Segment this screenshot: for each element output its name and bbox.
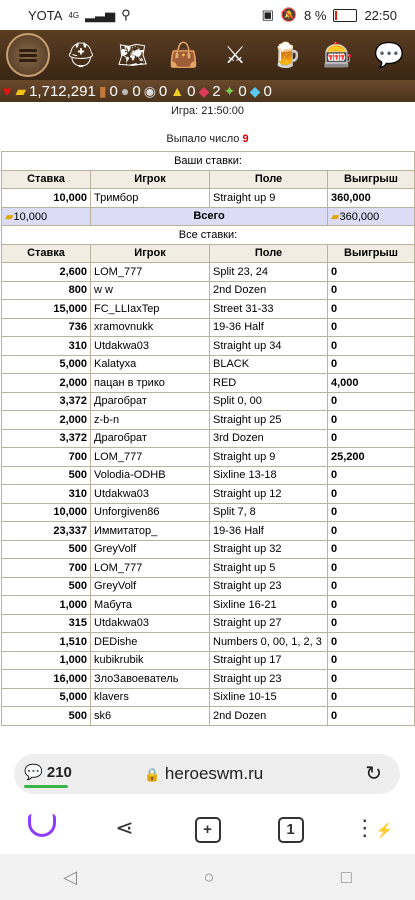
bet-win: 0 xyxy=(328,559,415,578)
result-line xyxy=(0,125,415,151)
bet-field: Straight up 23 xyxy=(210,577,328,596)
alice-assistant-icon[interactable] xyxy=(22,814,62,843)
bet-win: 0 xyxy=(328,577,415,596)
bets-table xyxy=(1,151,415,726)
bet-stake: 500 xyxy=(2,540,91,559)
bet-win: 0 xyxy=(328,429,415,448)
bet-field: Split 23, 24 xyxy=(210,263,328,282)
table-row xyxy=(2,466,415,485)
search-icon: ⚲ xyxy=(121,7,131,22)
result-number: 9 xyxy=(242,133,249,145)
address-bar[interactable] xyxy=(14,754,400,794)
bet-field: Sixline 10-15 xyxy=(210,688,328,707)
bet-field: Straight up 27 xyxy=(210,614,328,633)
bet-win: 4,000 xyxy=(328,374,415,393)
table-row xyxy=(2,411,415,430)
table-row xyxy=(2,688,415,707)
bet-stake: 3,372 xyxy=(2,392,91,411)
ore-amount: 0 xyxy=(132,82,141,100)
table-row xyxy=(2,281,415,300)
bet-win: 0 xyxy=(328,633,415,652)
bet-stake: 1,000 xyxy=(2,651,91,670)
col-player: Игрок xyxy=(91,170,210,189)
more-menu-icon[interactable]: ⋮⚡ xyxy=(353,815,394,840)
bet-player[interactable]: Мабута xyxy=(91,596,210,615)
game-info xyxy=(0,102,415,151)
battery-icon xyxy=(333,9,357,22)
bet-stake: 700 xyxy=(2,448,91,467)
my-bets-title-row xyxy=(2,152,415,171)
table-row xyxy=(2,429,415,448)
total-win: 360,000 xyxy=(339,210,380,223)
table-row xyxy=(2,374,415,393)
table-row xyxy=(2,596,415,615)
bet-stake: 500 xyxy=(2,707,91,726)
table-row xyxy=(2,355,415,374)
chat-count: 210 xyxy=(46,764,72,781)
gold-icon: ▰ xyxy=(15,82,27,99)
bet-field: Straight up 32 xyxy=(210,540,328,559)
reload-icon[interactable]: ↻ xyxy=(365,763,382,785)
bet-win: 0 xyxy=(328,614,415,633)
table-row xyxy=(2,670,415,689)
bet-player[interactable]: z-b-n xyxy=(91,411,210,430)
bet-stake: 1,000 xyxy=(2,596,91,615)
bet-player[interactable]: Volodia-ODHB xyxy=(91,466,210,485)
total-stake: 10,000 xyxy=(13,210,48,223)
col-field: Поле xyxy=(210,170,328,189)
table-row xyxy=(2,503,415,522)
knight-helmet-icon[interactable]: ⛑ xyxy=(65,41,97,69)
bet-player[interactable]: пацан в трико xyxy=(91,374,210,393)
table-row xyxy=(2,633,415,652)
bet-stake: 315 xyxy=(2,614,91,633)
table-row xyxy=(2,392,415,411)
sulfur-icon: ▲ xyxy=(170,83,185,99)
bet-player[interactable]: LOM_777 xyxy=(91,559,210,578)
bet-field: 2nd Dozen xyxy=(210,707,328,726)
bet-player[interactable]: FC_LLIaxTep xyxy=(91,300,210,319)
bet-field: Split 7, 8 xyxy=(210,503,328,522)
col-stake: Ставка xyxy=(2,244,91,263)
my-bet-win: 360,000 xyxy=(328,189,415,208)
url-display[interactable] xyxy=(144,764,263,784)
bag-icon[interactable]: 👜 xyxy=(168,41,199,69)
bet-stake: 3,372 xyxy=(2,429,91,448)
my-bets-header xyxy=(2,170,415,189)
bet-player[interactable]: Utdakwa03 xyxy=(91,337,210,356)
col-stake: Ставка xyxy=(2,170,91,189)
my-bets-title: Ваши ставки: xyxy=(2,152,415,171)
status-bar xyxy=(0,0,415,30)
mercury-icon: ◉ xyxy=(143,82,156,99)
total-label: Всего xyxy=(91,207,328,226)
chat-counter[interactable] xyxy=(24,763,72,781)
bet-stake: 310 xyxy=(2,485,91,504)
all-bets-title-row xyxy=(2,226,415,245)
bet-player[interactable]: Драгобрат xyxy=(91,429,210,448)
total-win-cell xyxy=(328,207,415,226)
bet-field: 19-36 Half xyxy=(210,522,328,541)
bet-field: Numbers 0, 00, 1, 2, 3 xyxy=(210,633,328,652)
game-time: Игра: 21:50:00 xyxy=(170,105,245,117)
back-icon[interactable]: ◁ xyxy=(63,866,78,887)
gold-icon: ▰ xyxy=(331,210,340,223)
tabs-count: 1 xyxy=(278,817,304,843)
bet-field: BLACK xyxy=(210,355,328,374)
result-label: Выпало число xyxy=(166,133,240,145)
bet-player[interactable]: GreyVolf xyxy=(91,577,210,596)
bet-win: 0 xyxy=(328,466,415,485)
gems-icon: ✦ xyxy=(223,82,236,99)
col-win: Выигрыш xyxy=(328,170,415,189)
col-win: Выигрыш xyxy=(328,244,415,263)
menu-icon[interactable] xyxy=(6,33,50,77)
diamond-icon: ◆ xyxy=(249,82,261,99)
bet-field: 2nd Dozen xyxy=(210,281,328,300)
bet-player[interactable]: LOM_777 xyxy=(91,263,210,282)
chat-bubble-icon[interactable]: 💬 xyxy=(374,41,405,69)
table-row xyxy=(2,651,415,670)
my-total-row xyxy=(2,207,415,226)
table-row xyxy=(2,300,415,319)
bet-player[interactable]: Драгобрат xyxy=(91,392,210,411)
signal-icon: 4G xyxy=(68,10,80,20)
ore-icon: ● xyxy=(120,83,130,99)
table-row xyxy=(2,448,415,467)
bet-player[interactable]: Unforgiven86 xyxy=(91,503,210,522)
chat-progress xyxy=(24,785,68,788)
bet-field: Straight up 23 xyxy=(210,670,328,689)
bet-player[interactable]: sk6 xyxy=(91,707,210,726)
bet-win: 0 xyxy=(328,263,415,282)
bet-field: Straight up 5 xyxy=(210,559,328,578)
battle-swords-icon[interactable]: ⚔ xyxy=(224,41,246,69)
total-stake-cell xyxy=(2,207,91,226)
bet-stake: 800 xyxy=(2,281,91,300)
all-bets-title: Все ставки: xyxy=(2,226,415,245)
my-bet-stake: 10,000 xyxy=(2,189,91,208)
tavern-mug-icon[interactable]: 🍺 xyxy=(271,41,302,69)
bet-player[interactable]: Utdakwa03 xyxy=(91,614,210,633)
bet-player[interactable]: ЗлоЗавоеватель xyxy=(91,670,210,689)
bet-field: Straight up 34 xyxy=(210,337,328,356)
bet-win: 0 xyxy=(328,300,415,319)
my-bet-field: Straight up 9 xyxy=(210,189,328,208)
bet-win: 0 xyxy=(328,503,415,522)
map-scroll-icon[interactable]: 🗺 xyxy=(117,41,148,69)
clock: 22:50 xyxy=(364,7,397,23)
bet-field: Straight up 9 xyxy=(210,448,328,467)
roulette-results xyxy=(0,102,415,742)
bet-stake: 500 xyxy=(2,577,91,596)
bet-win: 0 xyxy=(328,707,415,726)
heart-icon: ♥ xyxy=(3,83,12,99)
carrier-label: YOTA xyxy=(28,7,63,23)
bet-stake: 16,000 xyxy=(2,670,91,689)
bet-stake: 700 xyxy=(2,559,91,578)
bet-field: Straight up 12 xyxy=(210,485,328,504)
bet-win: 0 xyxy=(328,485,415,504)
crystal-icon: ◆ xyxy=(198,82,210,99)
bet-win: 0 xyxy=(328,688,415,707)
bet-win: 0 xyxy=(328,670,415,689)
bet-win: 0 xyxy=(328,318,415,337)
bet-win: 0 xyxy=(328,392,415,411)
bet-win: 0 xyxy=(328,411,415,430)
gems-amount: 0 xyxy=(238,82,247,100)
table-row xyxy=(2,540,415,559)
bet-stake: 310 xyxy=(2,337,91,356)
table-row xyxy=(2,559,415,578)
my-bet-player[interactable]: Тримбор xyxy=(91,189,210,208)
bet-win: 0 xyxy=(328,596,415,615)
bet-field: RED xyxy=(210,374,328,393)
bet-field: Straight up 17 xyxy=(210,651,328,670)
mute-icon: 🔕 xyxy=(280,7,298,22)
bet-field: Sixline 13-18 xyxy=(210,466,328,485)
bet-win: 0 xyxy=(328,281,415,300)
diamond-amount: 0 xyxy=(263,82,272,100)
col-player: Игрок xyxy=(91,244,210,263)
table-row xyxy=(2,485,415,504)
share-icon[interactable]: ⋖ xyxy=(115,815,134,840)
lock-icon: 🔒 xyxy=(144,767,161,782)
bet-win: 25,200 xyxy=(328,448,415,467)
bet-field: 3rd Dozen xyxy=(210,429,328,448)
mercury-amount: 0 xyxy=(158,82,168,100)
bet-player[interactable]: LOM_777 xyxy=(91,448,210,467)
bet-player[interactable]: Иммитатор_ xyxy=(91,522,210,541)
bet-field: 19-36 Half xyxy=(210,318,328,337)
bet-player[interactable]: Kalatyxa xyxy=(91,355,210,374)
bet-win: 0 xyxy=(328,355,415,374)
col-field: Поле xyxy=(210,244,328,263)
table-row xyxy=(2,318,415,337)
recents-icon[interactable]: □ xyxy=(340,866,352,887)
chat-bubble-icon: 💬 xyxy=(24,764,43,781)
bet-field: Split 0, 00 xyxy=(210,392,328,411)
bet-stake: 10,000 xyxy=(2,503,91,522)
my-bet-row xyxy=(2,189,415,208)
table-row xyxy=(2,577,415,596)
bet-stake: 2,600 xyxy=(2,263,91,282)
table-row xyxy=(2,337,415,356)
browser-bar xyxy=(0,742,415,802)
wood-amount: 0 xyxy=(109,82,118,100)
system-nav-bar xyxy=(0,854,415,900)
bet-field: Street 31-33 xyxy=(210,300,328,319)
battery-percent: 8 % xyxy=(304,7,327,23)
bet-player[interactable]: w w xyxy=(91,281,210,300)
table-row xyxy=(2,522,415,541)
resource-bar xyxy=(0,80,415,102)
browser-toolbar xyxy=(0,802,415,854)
bet-stake: 23,337 xyxy=(2,522,91,541)
bet-field: Straight up 25 xyxy=(210,411,328,430)
url-text: heroeswm.ru xyxy=(164,764,264,783)
bet-win: 0 xyxy=(328,337,415,356)
nfc-icon: ▣ xyxy=(261,7,274,22)
all-bets-header xyxy=(2,244,415,263)
bet-stake: 15,000 xyxy=(2,300,91,319)
bet-win: 0 xyxy=(328,540,415,559)
wood-icon: ▮ xyxy=(98,82,107,99)
table-row xyxy=(2,707,415,726)
bet-player[interactable]: xramovnukk xyxy=(91,318,210,337)
tabs-button[interactable] xyxy=(271,814,311,843)
bet-stake: 1,510 xyxy=(2,633,91,652)
bet-player[interactable]: GreyVolf xyxy=(91,540,210,559)
roulette-icon[interactable]: 🎰 xyxy=(322,41,353,69)
bet-player[interactable]: DEDishe xyxy=(91,633,210,652)
bet-stake: 2,000 xyxy=(2,374,91,393)
table-row xyxy=(2,263,415,282)
signal-bars-icon: ▂▃▅ xyxy=(85,7,116,22)
home-icon[interactable]: ○ xyxy=(203,866,215,887)
game-nav xyxy=(0,30,415,80)
gold-amount: 1,712,291 xyxy=(29,82,96,100)
bet-field: Sixline 16-21 xyxy=(210,596,328,615)
bet-stake: 5,000 xyxy=(2,355,91,374)
new-tab-icon[interactable]: + xyxy=(188,814,228,843)
bet-player[interactable]: Utdakwa03 xyxy=(91,485,210,504)
bet-player[interactable]: kubikrubik xyxy=(91,651,210,670)
bet-stake: 736 xyxy=(2,318,91,337)
bet-stake: 5,000 xyxy=(2,688,91,707)
crystal-amount: 2 xyxy=(212,82,221,100)
gold-icon: ▰ xyxy=(5,210,14,223)
bet-win: 0 xyxy=(328,522,415,541)
table-row xyxy=(2,614,415,633)
bet-stake: 500 xyxy=(2,466,91,485)
sulfur-amount: 0 xyxy=(187,82,196,100)
bet-stake: 2,000 xyxy=(2,411,91,430)
bet-player[interactable]: klavers xyxy=(91,688,210,707)
bet-win: 0 xyxy=(328,651,415,670)
